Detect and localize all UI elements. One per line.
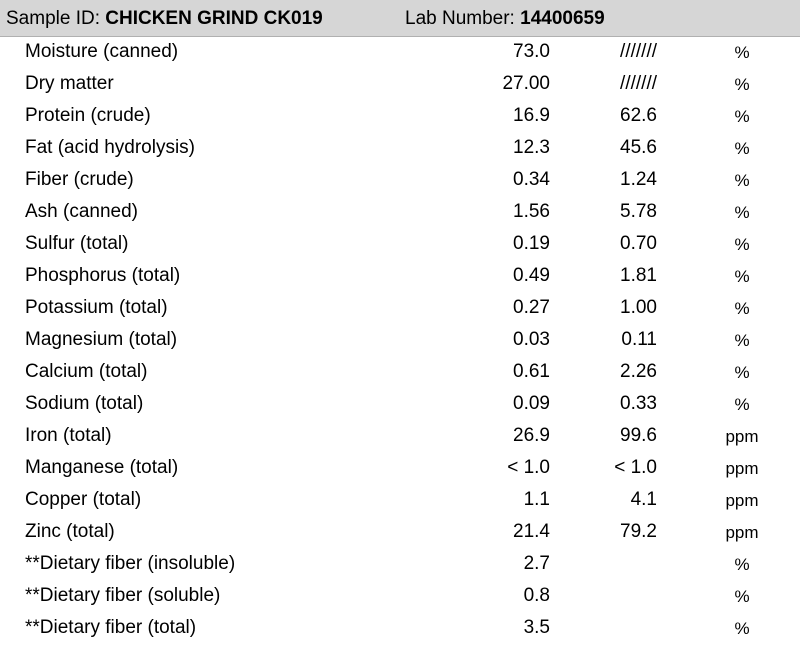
as-is-value: 73.0 — [513, 41, 550, 62]
analyte-name: Magnesium (total) — [25, 329, 178, 350]
lab-number — [405, 8, 605, 30]
dry-basis-value: < 1.0 — [614, 457, 657, 478]
analyte-name: **Dietary fiber (insoluble) — [25, 553, 236, 574]
unit-label: % — [734, 331, 750, 350]
table-row — [0, 517, 800, 549]
table-row — [0, 389, 800, 421]
table-row — [0, 293, 800, 325]
analyte-name: **Dietary fiber (soluble) — [25, 585, 221, 606]
as-is-value: 0.09 — [513, 393, 550, 414]
as-is-value: 26.9 — [513, 425, 550, 446]
analyte-name: Manganese (total) — [25, 457, 179, 478]
as-is-value: 2.7 — [523, 553, 550, 574]
unit-label: % — [734, 139, 750, 158]
dry-basis-value: /////// — [620, 73, 657, 94]
as-is-value: 0.61 — [513, 361, 550, 382]
unit-label: % — [734, 171, 750, 190]
analyte-name: Copper (total) — [25, 489, 142, 510]
dry-basis-value: 99.6 — [620, 425, 657, 446]
dry-basis-value: 0.11 — [621, 329, 657, 350]
sample-header — [0, 0, 800, 37]
dry-basis-value: 5.78 — [620, 201, 657, 222]
as-is-value: 0.03 — [513, 329, 550, 350]
analyte-name: Sodium (total) — [25, 393, 144, 414]
dry-basis-value: 1.00 — [620, 297, 657, 318]
table-row — [0, 325, 800, 357]
table-row — [0, 613, 800, 645]
dry-basis-value: 2.26 — [620, 361, 657, 382]
table-row — [0, 69, 800, 101]
dry-basis-value: 45.6 — [620, 137, 657, 158]
unit-label: % — [734, 619, 750, 638]
unit-label: ppm — [725, 427, 759, 446]
analyte-name: Calcium (total) — [25, 361, 148, 382]
analyte-name: **Dietary fiber (total) — [25, 617, 197, 638]
unit-label: ppm — [725, 491, 759, 510]
dry-basis-value: 62.6 — [620, 105, 657, 126]
table-row — [0, 549, 800, 581]
unit-label: % — [734, 299, 750, 318]
analyte-name: Zinc (total) — [25, 521, 115, 542]
as-is-value: 0.8 — [523, 585, 550, 606]
unit-label: % — [734, 107, 750, 126]
analyte-name: Sulfur (total) — [25, 233, 129, 254]
lab-number-label: Lab Number: — [405, 8, 521, 29]
table-row — [0, 229, 800, 261]
unit-label: % — [734, 235, 750, 254]
analyte-name: Potassium (total) — [25, 297, 168, 318]
dry-basis-value: 4.1 — [630, 489, 657, 510]
lab-number-value: 14400659 — [520, 8, 605, 29]
as-is-value: 1.56 — [513, 201, 550, 222]
unit-label: % — [734, 587, 750, 606]
sample-id-label: Sample ID: — [6, 8, 106, 29]
unit-label: % — [734, 395, 750, 414]
unit-label: % — [734, 75, 750, 94]
unit-label: % — [734, 203, 750, 222]
analyte-name: Fat (acid hydrolysis) — [25, 137, 195, 158]
table-row — [0, 165, 800, 197]
as-is-value: 21.4 — [513, 521, 550, 542]
table-row — [0, 197, 800, 229]
table-row — [0, 101, 800, 133]
dry-basis-value: 0.33 — [620, 393, 657, 414]
table-row — [0, 453, 800, 485]
analyte-name: Protein (crude) — [25, 105, 151, 126]
table-row — [0, 421, 800, 453]
as-is-value: 27.00 — [502, 73, 550, 94]
sample-id — [6, 8, 323, 30]
dry-basis-value: 1.24 — [620, 169, 657, 190]
table-row — [0, 357, 800, 389]
unit-label: % — [734, 363, 750, 382]
table-row — [0, 261, 800, 293]
dry-basis-value: 79.2 — [620, 521, 657, 542]
analyte-name: Iron (total) — [25, 425, 112, 446]
as-is-value: 0.27 — [513, 297, 550, 318]
unit-label: ppm — [725, 523, 759, 542]
as-is-value: 3.5 — [523, 617, 550, 638]
analysis-table — [0, 37, 800, 645]
analyte-name: Moisture (canned) — [25, 41, 179, 62]
unit-label: ppm — [725, 459, 759, 478]
as-is-value: 0.19 — [513, 233, 550, 254]
dry-basis-value: /////// — [620, 41, 657, 62]
dry-basis-value: 1.81 — [620, 265, 657, 286]
table-row — [0, 485, 800, 517]
table-row — [0, 37, 800, 69]
as-is-value: 0.49 — [513, 265, 550, 286]
dry-basis-value: 0.70 — [620, 233, 657, 254]
sample-id-value: CHICKEN GRIND CK019 — [105, 8, 323, 29]
analyte-name: Ash (canned) — [25, 201, 139, 222]
as-is-value: 1.1 — [523, 489, 550, 510]
unit-label: % — [734, 267, 750, 286]
table-row — [0, 133, 800, 165]
table-row — [0, 581, 800, 613]
as-is-value: 16.9 — [513, 105, 550, 126]
analyte-name: Dry matter — [25, 73, 114, 94]
as-is-value: 12.3 — [513, 137, 550, 158]
unit-label: % — [734, 555, 750, 574]
analyte-name: Fiber (crude) — [25, 169, 134, 190]
as-is-value: 0.34 — [513, 169, 550, 190]
unit-label: % — [734, 43, 750, 62]
as-is-value: < 1.0 — [507, 457, 550, 478]
analyte-name: Phosphorus (total) — [25, 265, 181, 286]
